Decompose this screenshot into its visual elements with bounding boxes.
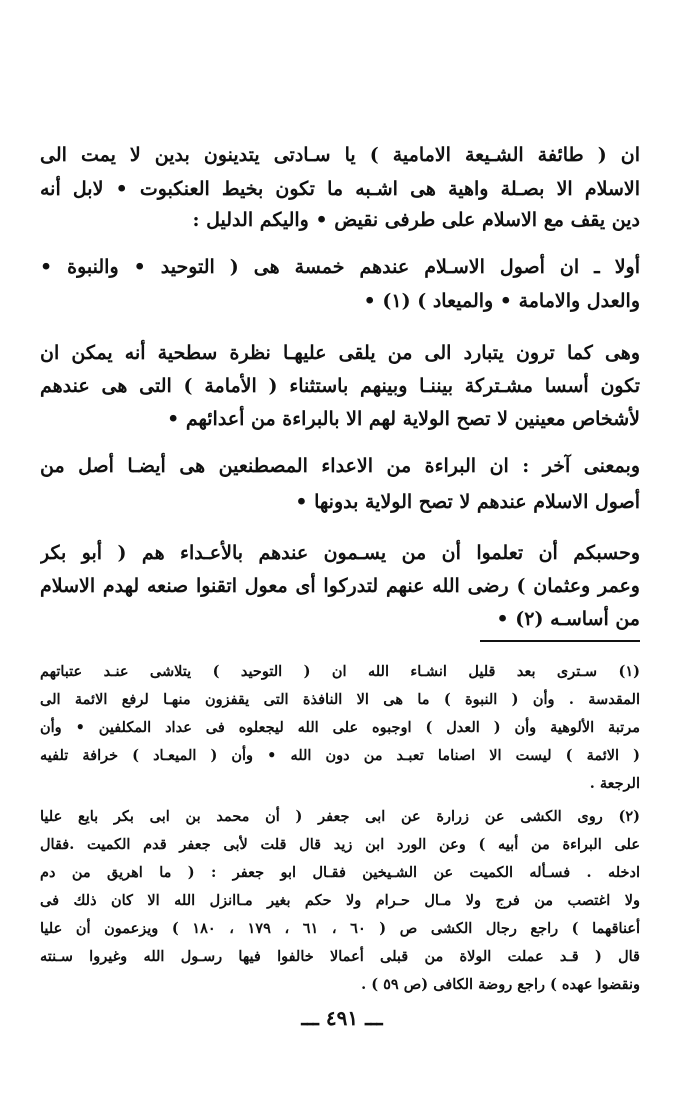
footnote-line: قال ( قـد عملت الولاة من قبلى أعمالا خالفوا فيها رسـول الله وغيروا سـنته: [40, 948, 640, 965]
page-number: ـــ ٤٩١ ـــ: [301, 1006, 383, 1030]
main-text-line: تكون أسسا مشـتركة بيننـا وبينهم باستثناء ( الأمامة ) التى هى عندهم: [40, 375, 640, 397]
main-text-line: أصول الاسلام عندهم لا تصح الولاية بدونها •: [295, 491, 640, 513]
main-text-line: أولا ـ ان أصول الاسـلام عندهم خمسة هى ( التوحيد • والنبوة •: [40, 256, 640, 278]
footnote-line: على البراءة من أبيه ) وعن الورد ابن زيد قال قلت لأبى جعفر قدم الكميت .فقال: [40, 836, 640, 853]
main-text-line: وعمر وعثمان ) رضى الله عنهم لتدركوا أى معول اتقنوا صنعه لهدم الاسلام: [40, 575, 640, 597]
footnote-line: ونقضوا عهده ) راجع روضة الكافى (ص ٥٩ ) .: [361, 976, 640, 993]
footnote-line: الرجعة .: [589, 775, 640, 792]
main-text-line: وحسبكم أن تعلموا أن من يسـمون عندهم بالأعـداء هم ( أبو بكر: [40, 542, 640, 564]
footnote-line: ولا اغتصب من فرج ولا مـال حـرام ولا حكم بغير مـاانزل الله الا كان ذلك فى: [40, 892, 640, 909]
main-text-line: والعدل والامامة • والميعاد ) (١) •: [363, 290, 640, 312]
footnote-separator: [480, 640, 640, 642]
main-text-line: ان ( طائفة الشـيعة الامامية ) يا سـادتى يتدينون بدين لا يمت الى: [40, 144, 640, 166]
footnote-line: (٢) روى الكشى عن زرارة عن ابى جعفر ( أن محمد بن ابى بكر بايع عليا: [40, 808, 640, 825]
main-text-line: وبمعنى آخر : ان البراءة من الاعداء المصطنعين هى أيضـا أصل من: [40, 455, 640, 477]
footnote-line: المقدسة . وأن ( النبوة ) ما هى الا النافذة التى يقفزون منهـا لرفع الائمة الى: [40, 691, 640, 708]
footnote-line: أعناقهما ) راجع رجال الكشى ص ( ٦٠ ، ٦١ ، ١٧٩ ، ١٨٠ ) ويزعمون أن عليا: [40, 920, 640, 937]
footnote-line: ( الائمة ) ليست الا اصناما تعبـد من دون الله • وأن ( الميعـاد ) خرافة تلفيه: [40, 747, 640, 764]
main-text-line: دين يقف مع الاسلام على طرفى نقيض • واليكم الدليل :: [192, 209, 640, 231]
main-text-line: وهى كما ترون يتبارد الى من يلقى عليهـا نظرة سطحية أنه يمكن ان: [40, 342, 640, 364]
footnote-line: مرتبة الألوهية وأن ( العدل ) اوجبوه على الله ليجعلوه فى عداد المكلفين • وأن: [40, 719, 640, 736]
main-text-line: من أساسـه (٢) •: [496, 608, 640, 630]
footnote-line: ادخله . فسـأله الكميت عن الشـيخين فقـال ابو جعفر : ( ما اهريق من دم: [40, 864, 640, 881]
main-text-line: لأشخاص معينين لا تصح الولاية لهم الا بالبراءة من أعدائهم •: [167, 408, 640, 430]
main-text-line: الاسلام الا بصـلة واهية هى اشـبه ما تكون بخيط العنكبوت • لابل أنه: [40, 178, 640, 200]
footnote-line: (١) سـترى بعد قليل انشـاء الله ان ( التوحيد ) يتلاشى عنـد عتباتهم: [40, 663, 640, 680]
